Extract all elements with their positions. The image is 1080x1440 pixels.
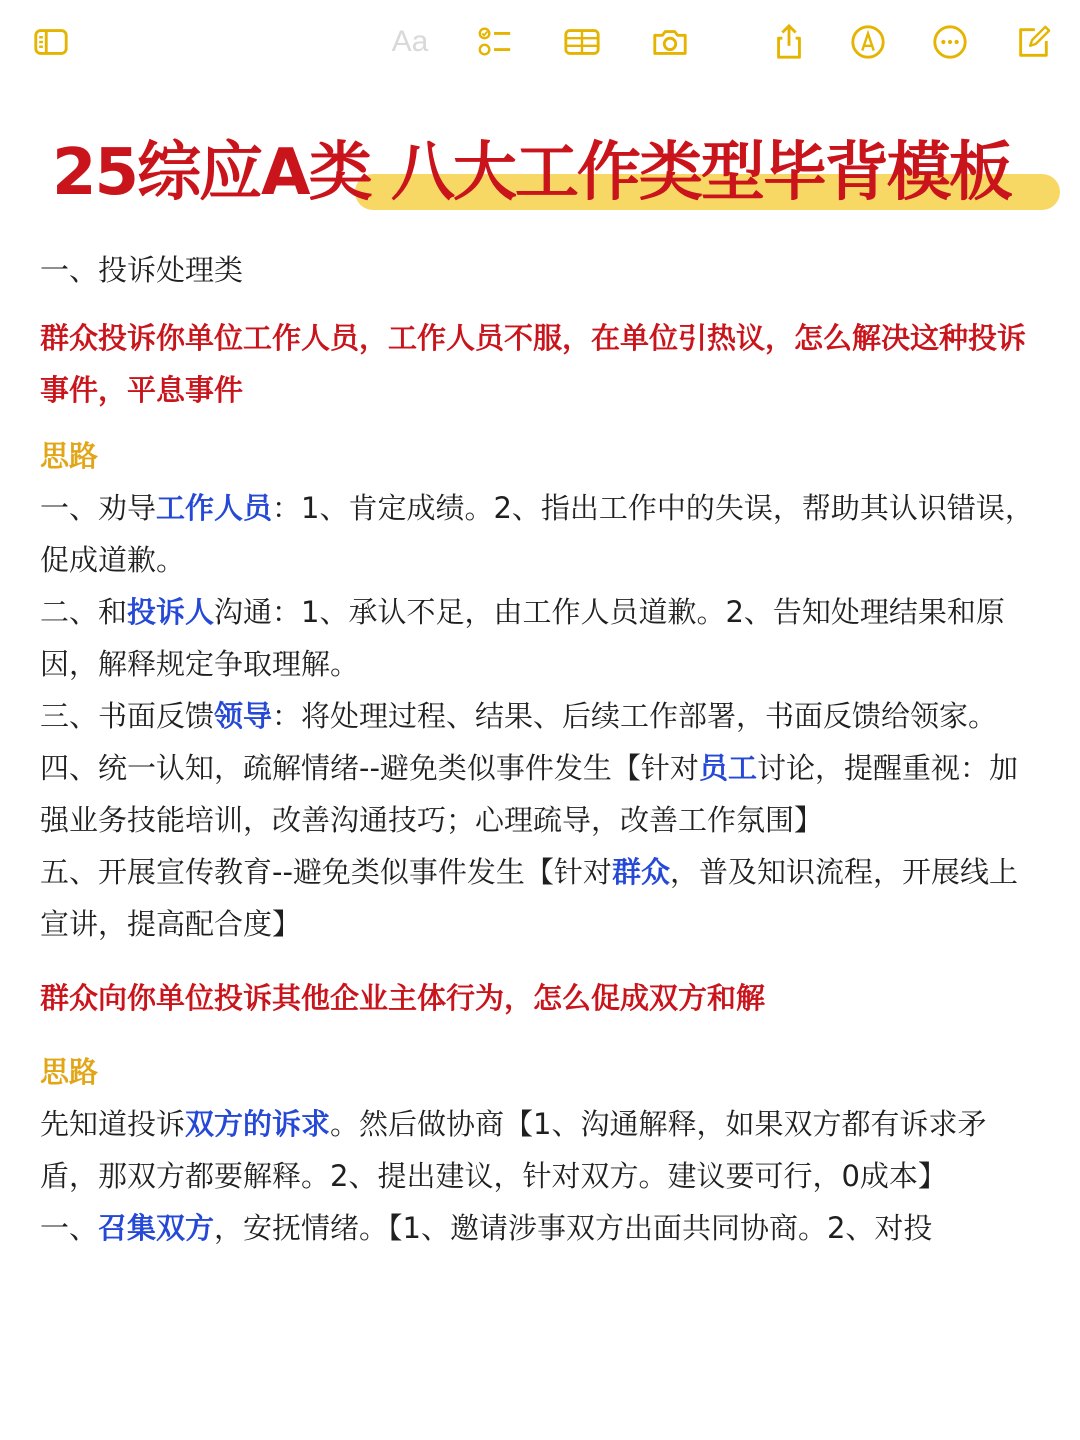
note-body[interactable] [40,244,1040,1254]
text-format-label: Aa [391,25,429,58]
paragraph [40,690,1040,742]
paragraph [40,482,1040,586]
text-run: 先知道投诉 [40,1107,186,1141]
question-heading: 群众投诉你单位工作人员，工作人员不服，在单位引热议，怎么解决这种投诉事件，平息事件 [40,321,1027,407]
text-format-icon[interactable] [388,22,432,62]
markup-icon[interactable] [848,22,888,62]
text-run: ：1、肯定成绩。2、指出工作中的失误，帮助其认识错误，促成道歉。 [40,491,1034,577]
text-run: 一、 [40,1211,99,1245]
more-icon[interactable] [930,22,970,62]
sidebar-icon[interactable] [31,22,71,62]
share-icon[interactable] [769,22,809,62]
text-run: ，普及知识流程，开展线上宣讲，提高配合度】 [40,855,1018,941]
highlight-text: 双方的诉求 [185,1107,331,1141]
highlight-text: 员工 [698,751,757,785]
text-run: 沟通：1、承认不足，由工作人员道歉。2、告知处理结果和原因，解释规定争取理解。 [40,595,1005,681]
highlight-text: 工作人员 [156,491,273,525]
highlight-text: 投诉人 [127,595,215,629]
text-run: 五、开展宣传教育--避免类似事件发生【针对 [40,855,612,889]
compose-icon[interactable] [1013,22,1053,62]
highlight-text: 领导 [214,699,273,733]
paragraph [40,1202,1040,1254]
text-run: ：将处理过程、结果、后续工作部署，书面反馈给领家。 [272,699,998,733]
text-run: 二、和 [40,595,128,629]
paragraph [40,742,1040,846]
text-run: 。然后做协商【1、沟通解释，如果双方都有诉求矛盾，那双方都要解释。2、提出建议，针对双方。建议要可行，0成本】 [40,1107,987,1193]
camera-icon[interactable] [650,22,690,62]
text-run: 四、统一认知，疏解情绪--避免类似事件发生【针对 [40,751,699,785]
highlight-text: 召集双方 [98,1211,215,1245]
table-icon[interactable] [562,22,602,62]
paragraph [40,846,1040,950]
paragraph [40,586,1040,690]
notes-toolbar [0,0,1080,84]
text-run: 一、劝导 [40,491,157,525]
note-title[interactable]: 25综应A类 八大工作类型毕背模板 [52,136,1011,210]
text-run: ，安抚情绪。【1、邀请涉事双方出面共同协商。2、对投 [214,1211,933,1245]
text-run: 三、书面反馈 [40,699,215,733]
paragraph [40,1098,1040,1202]
section-heading: 一、投诉处理类 [40,253,244,287]
highlight-text: 群众 [611,855,670,889]
note-title-area [0,128,1080,228]
idea-label: 思路 [40,1055,99,1089]
question-heading: 群众向你单位投诉其他企业主体行为，怎么促成双方和解 [40,981,766,1015]
idea-label: 思路 [40,439,99,473]
text-run: 讨论，提醒重视：加强业务技能培训，改善沟通技巧；心理疏导，改善工作氛围】 [40,751,1018,837]
checklist-icon[interactable] [475,22,515,62]
